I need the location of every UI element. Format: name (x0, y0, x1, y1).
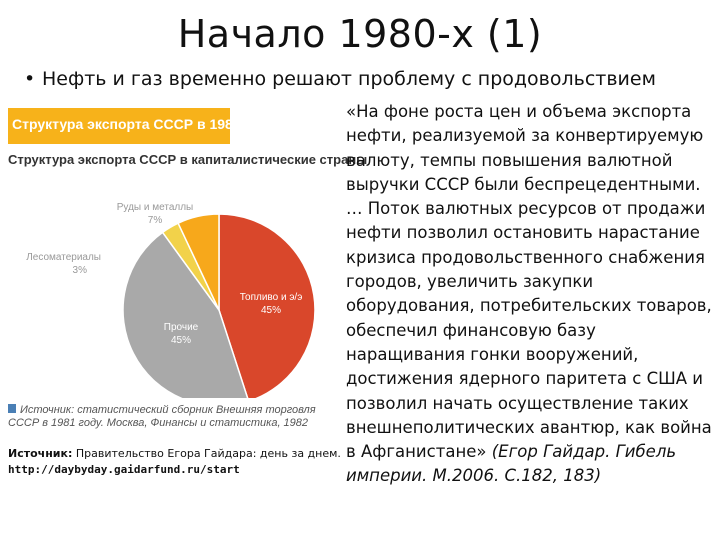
chart-subtitle: Структура экспорта СССР в капиталистические страны (8, 152, 368, 167)
chart-source-note (8, 404, 338, 430)
slice-value-label: 7% (147, 215, 163, 226)
slide-title: Начало 1980-х (1) (177, 12, 543, 56)
bullet-icon: • (24, 68, 36, 90)
slide-source (8, 446, 341, 478)
quote-citation: (Егор Гайдар. Гибель империи. М.2006. С.182, 183) (346, 442, 677, 486)
bullet-point (24, 68, 656, 90)
source-label: Источник: (8, 447, 73, 460)
slice-label: Прочие (163, 322, 199, 333)
source-text: Правительство Егора Гайдара: день за днем. (75, 447, 341, 460)
source-square-icon (8, 404, 16, 413)
export-structure-chart (8, 108, 368, 438)
bullet-text: Нефть и газ временно решают проблему с продовольствием (42, 68, 656, 90)
pie-chart (8, 108, 338, 398)
slice-value-label: 45% (260, 305, 282, 316)
slice-value-label: 45% (170, 335, 192, 346)
slice-value-label: 3% (72, 265, 87, 276)
quote-text: «На фоне роста цен и объема экспорта нефти, реализуемой за конвертируемую валюту, темпы повышения валютной выручки СССР были беспрецедентными. … Поток валютных ресурсов от продажи нефти позволил остановить нарастание кризиса продовольственного снабжения городов, увеличить закупки оборудования, потребительских товаров, обеспечил финансовую базу наращивания гонки вооружений, достижения ядерного паритета с США и позволил начать осуществление таких внешнеполитических авантюр, как война в Афганистане» (346, 102, 712, 462)
gaidar-quote (346, 100, 716, 489)
chart-header-text: Структура экспорта СССР в 1981 году (12, 116, 276, 132)
chart-source-text: Источник: статистический сборник Внешняя торговля СССР в 1981 году. Москва, Финансы и статистика, 1982 (8, 404, 316, 429)
slice-label: Руды и металлы (116, 202, 194, 213)
slice-label: Топливо и э/э (239, 292, 303, 303)
source-url: http://daybyday.gaidarfund.ru/start (8, 463, 240, 476)
slice-label: Лесоматериалы (26, 252, 101, 263)
